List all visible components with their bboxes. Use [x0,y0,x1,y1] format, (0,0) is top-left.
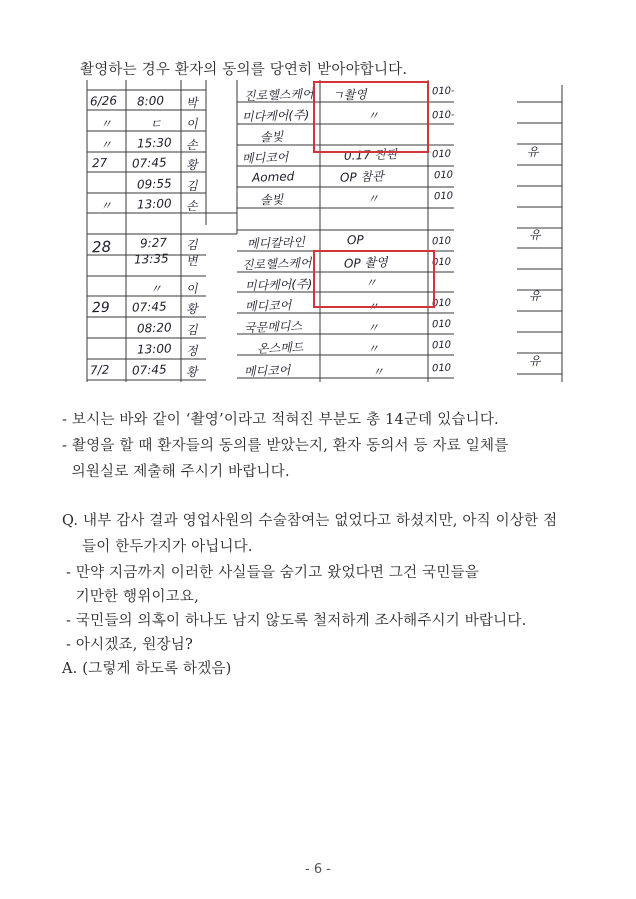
bullet-line: - 만약 지금까지 이러한 사실들을 숨기고 왔었다면 그건 국민들을 [66,565,479,581]
log-phone: 010 [431,256,452,269]
log-phone: 010- [431,109,455,122]
bullet-line: - 촬영을 할 때 환자들의 동의를 받았는지, 환자 동의서 등 자료 일체를 [62,438,509,454]
log-company: 미다케어(주) [241,107,310,125]
log-name: 김 [185,237,198,253]
log-time: 09:55 [136,176,172,192]
log-time: 13:35 [133,251,169,267]
log-name: 박 [185,95,198,111]
log-phone: 010 [433,169,454,182]
log-time: 9:27 [139,235,168,251]
log-name: 김 [185,322,198,338]
log-company: 온스메드 [256,340,304,356]
log-phone: 010 [431,235,452,248]
log-mark: 유 [528,288,541,304]
log-note: 〃 [371,364,385,380]
bullet-line: 기만한 행위이고요, [66,589,199,605]
intro-line: 촬영하는 경우 환자의 동의를 당연히 받아야합니다. [80,62,408,78]
log-name: 김 [185,178,198,194]
log-date: 〃 [99,137,113,153]
log-note: 〃 [366,299,380,315]
log-date: 〃 [99,116,113,132]
log-name: 황 [185,301,198,317]
log-time: 07:45 [131,362,167,378]
log-time: 8:00 [136,93,165,109]
page-number: - 6 - [305,862,331,877]
bullet-line: - 보시는 바와 같이 ‘촬영’이라고 적혀진 부분도 총 14군데 있습니다. [62,412,499,428]
question-line-2: 들이 한두가지가 아닙니다. [82,539,253,555]
log-phone: 010- [431,85,455,98]
log-phone: 010 [431,148,452,161]
log-mark: 유 [526,144,539,160]
log-date: 7/2 [89,362,110,378]
log-company: 솔빛 [259,129,284,145]
log-name: 황 [185,157,198,173]
log-date: 27 [91,155,108,171]
log-company: 국문메디스 [243,318,303,336]
log-note: ㄱ촬영 [331,87,368,103]
highlight-box-filming-2 [313,250,435,308]
log-note: 〃 [366,191,380,207]
log-note: 〃 [366,341,380,357]
log-phone: 010 [433,190,454,203]
log-note: 〃 [366,108,380,124]
log-time: ㄷ [149,116,162,132]
log-name: 손 [185,137,198,153]
log-date: 29 [91,299,111,317]
log-date: 〃 [99,198,113,214]
log-note: 〃 [364,275,378,291]
log-date: 6/26 [89,93,118,109]
log-date: 28 [91,237,112,257]
log-note: 0.17 잔판 [343,147,398,163]
log-company: 메디코어 [241,150,289,166]
log-phone: 010 [431,339,452,352]
log-company: 메디칼라인 [246,234,306,252]
log-time: 15:30 [136,135,172,151]
bullet-line: - 국민들의 의혹이 하나도 남지 않도록 철저하게 조사해주시기 바랍니다. [66,613,527,629]
log-time: 13:00 [136,341,172,357]
log-name: 손 [185,198,198,214]
log-note: OP [346,232,364,248]
log-mark: 유 [528,353,541,369]
log-company: 메디코어 [244,298,292,314]
log-note: 〃 [366,320,380,336]
handwritten-log-scan [82,80,572,382]
bullet-line: 의원실로 제출해 주시기 바랍니다. [62,464,290,480]
log-phone: 010 [431,297,452,310]
log-time: 〃 [149,281,163,297]
answer-line: A. (그렇게 하도록 하겠음) [62,661,232,677]
log-note: OP 촬영 [343,255,388,271]
log-name: 이 [185,281,198,297]
log-mark: 유 [528,227,541,243]
log-company: 솔빛 [259,192,284,208]
log-name: 황 [185,364,198,380]
log-name: 변 [185,253,198,269]
log-company: 진로헬스케어 [243,86,314,104]
log-company: Aomed [251,169,295,185]
highlight-box-filming-1 [313,81,429,153]
log-time: 07:45 [131,299,167,315]
log-phone: 010 [431,318,452,331]
log-company: 진로헬스케어 [241,255,312,273]
log-time: 13:00 [136,196,172,212]
log-time: 07:45 [131,155,167,171]
question-line-1: Q. 내부 감사 결과 영업사원의 수술참여는 없었다고 하셨지만, 아직 이상한 점 [62,513,558,529]
log-note: OP 참관 [339,169,384,185]
log-name: 이 [185,116,198,132]
bullet-line: - 아시겠죠, 원장님? [66,637,193,653]
log-phone: 010 [431,362,452,375]
log-name: 정 [185,343,198,359]
log-time: 08:20 [136,320,172,336]
log-company: 미다케어(주) [244,276,313,294]
log-company: 메디코어 [243,363,291,379]
